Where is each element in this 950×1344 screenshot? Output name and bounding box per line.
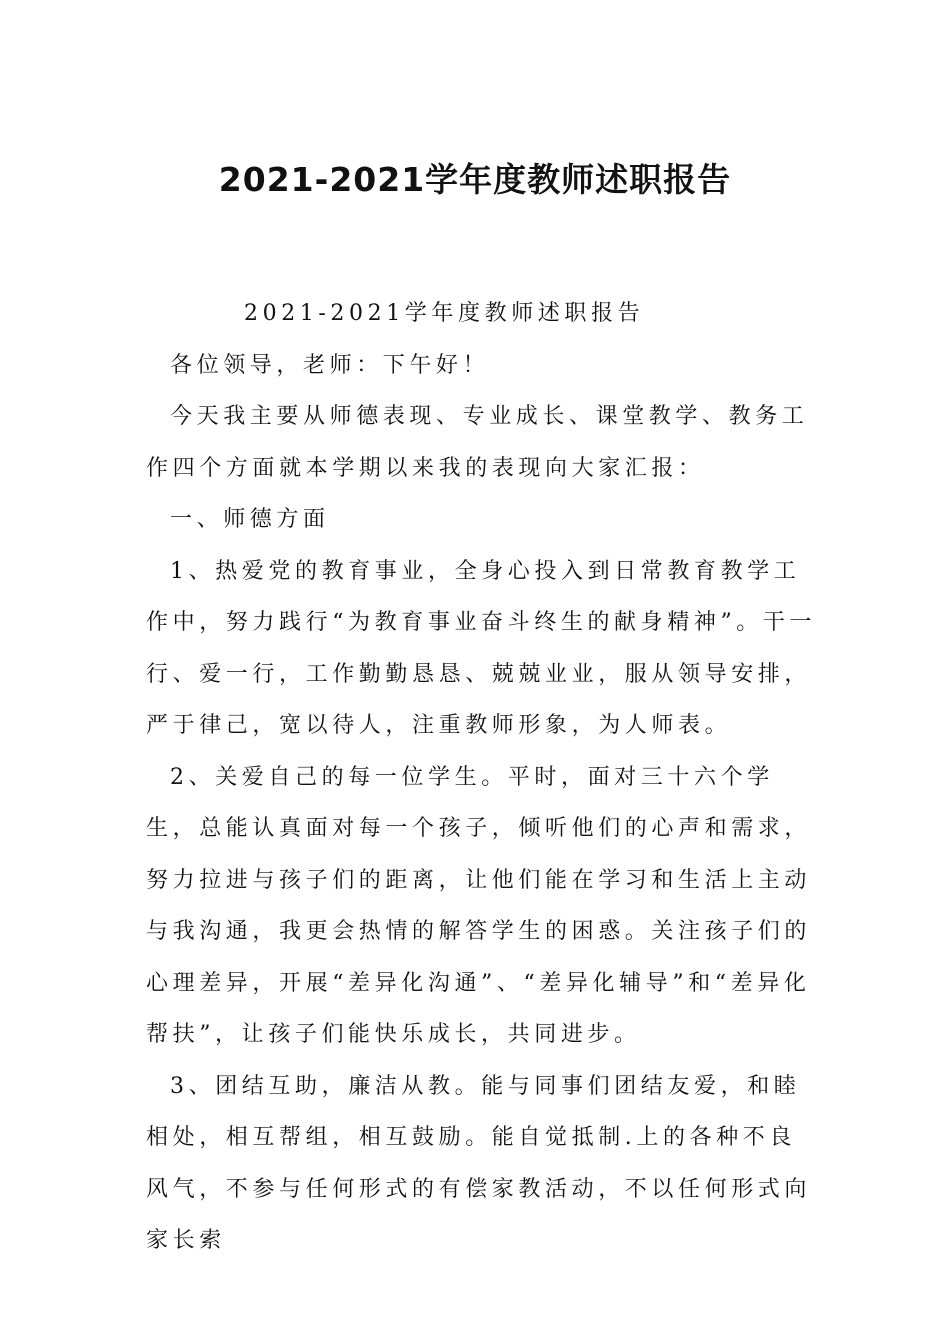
document-subtitle: 2021-2021学年度教师述职报告	[244, 301, 645, 326]
body-paragraph-3: 3、团结互助，廉洁从教。能与同事们团结友爱，和睦相处，相互帮组，相互鼓励。能自觉抵制.上的各种不良风气，不参与任何形式的有偿家教活动，不以任何形式向家长索	[146, 1073, 812, 1253]
section-heading: 一、师德方面	[170, 507, 330, 532]
intro-paragraph: 今天我主要从师德表现、专业成长、课堂教学、教务工作四个方面就本学期以来我的表现向大家汇报：	[146, 404, 809, 481]
document-body	[146, 288, 822, 1267]
body-paragraph-1: 1、热爱党的教育事业，全身心投入到日常教育教学工作中，努力践行“为教育事业奋斗终生的献身精神”。干一行、爱一行，工作勤勤恳恳、兢兢业业，服从领导安排，严于律己，宽以待人，注重教师形象，为人师表。	[146, 558, 817, 738]
page-title: 2021-2021学年度教师述职报告	[218, 160, 732, 199]
greeting-paragraph: 各位领导，老师：下午好！	[170, 352, 490, 378]
body-paragraph-2: 2、关爱自己的每一位学生。平时，面对三十六个学生，总能认真面对每一个孩子，倾听他们的心声和需求，努力拉进与孩子们的距离，让他们能在学习和生活上主动与我沟通，我更会热情的解答学生的困惑。关注孩子们的心理差异，开展“差异化沟通”、“差异化辅导”和“差异化帮扶”，让孩子们能快乐成长，共同进步。	[146, 764, 812, 1047]
